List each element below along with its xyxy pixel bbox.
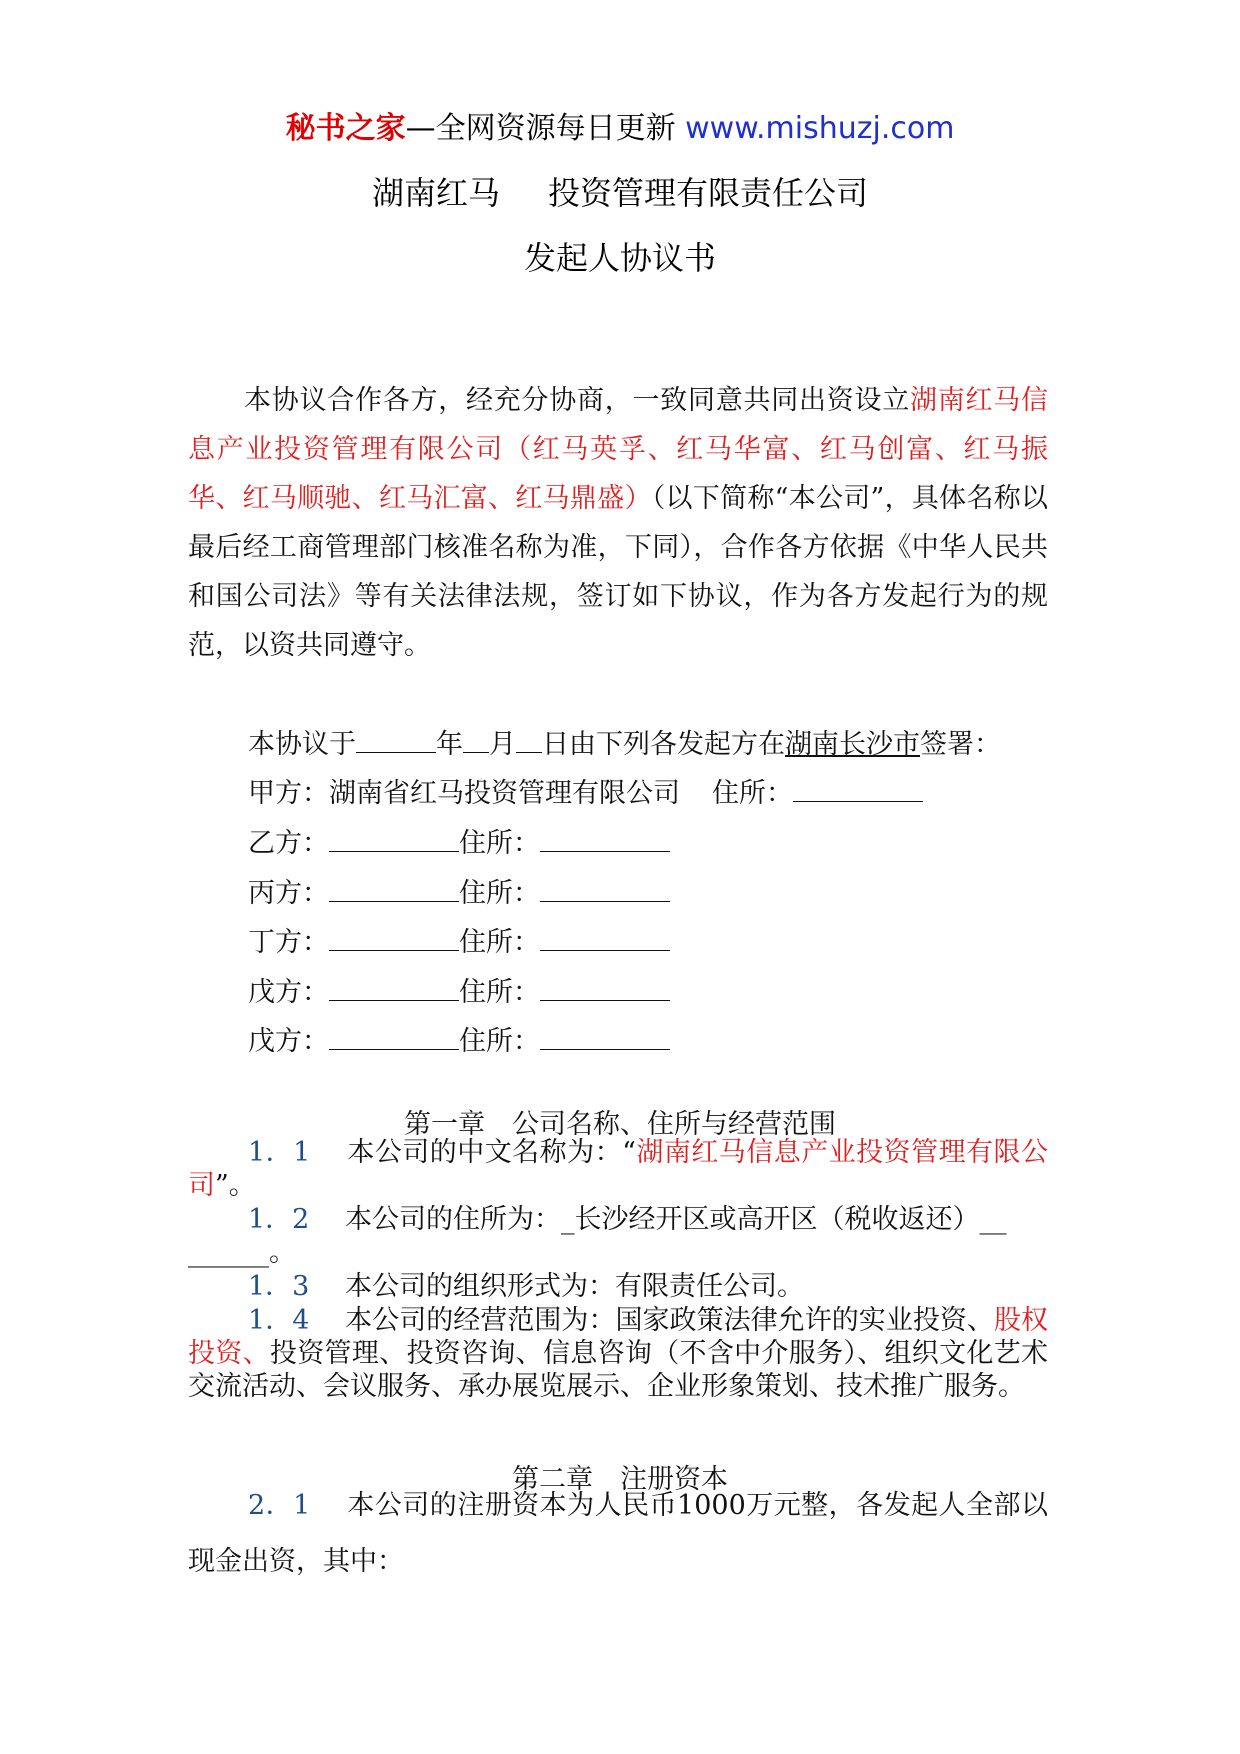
document-title [0, 168, 1240, 214]
equity-investment-highlight: 股权投资、 [188, 1305, 1049, 1369]
header-tagline: —全网资源每日更新 [405, 111, 686, 146]
address-blank[interactable] [540, 976, 670, 1001]
document-subtitle: 发起人协议书 [523, 239, 716, 277]
party-name: 湖南省红马投资管理有限公司 [329, 778, 680, 809]
article-1-1: 1．1 本公司的中文名称为：“湖南红马信息产业投资管理有限公司”。 [188, 1137, 1049, 1201]
title-part-a: 湖南红马 [371, 174, 500, 212]
party-name-blank[interactable] [329, 926, 459, 951]
article-1-2: 1．2 本公司的住所为：_长沙经开区或高开区（税收返还）__ ______。 [188, 1204, 1007, 1268]
address-blank[interactable] [540, 827, 670, 852]
party-row: 戊方： 住所： [248, 1024, 670, 1060]
party-row: 甲方：湖南省红马投资管理有限公司 住所： [248, 776, 923, 812]
year-blank[interactable] [356, 728, 436, 753]
party-name-blank[interactable] [329, 976, 459, 1001]
party-row: 乙方： 住所： [248, 826, 670, 862]
chapter-2-heading: 第二章 注册资本 [512, 1464, 728, 1495]
article-2-1: 2．1 本公司的注册资本为人民币1000万元整，各发起人全部以现金出资，其中： [188, 1490, 1048, 1577]
company-name-highlight: 湖南红马信息产业投资管理有限公司（红马英孚、红马华富、红马创富、红马振华、红马顺驰、红马汇富、红马鼎盛） [188, 385, 1048, 514]
signing-line: 本协议于 年 月 日由下列各发起方在湖南长沙市签署： [248, 729, 1001, 760]
party-name-blank[interactable] [329, 827, 459, 852]
address-blank[interactable] [540, 926, 670, 951]
site-url-link[interactable]: www.mishuzj.com [685, 111, 955, 146]
site-header [0, 103, 1240, 147]
address-blank[interactable] [540, 877, 670, 902]
party-row: 丁方： 住所： [248, 925, 670, 961]
address-blank[interactable] [540, 1025, 670, 1050]
brand-name: 秘书之家 [285, 111, 406, 146]
title-part-b: 投资管理有限责任公司 [548, 174, 869, 212]
address-blank[interactable] [793, 777, 923, 802]
party-row: 丙方： 住所： [248, 876, 670, 912]
month-blank[interactable] [463, 728, 489, 753]
party-name-blank[interactable] [329, 1025, 459, 1050]
article-1-3: 1．3 本公司的组织形式为：有限责任公司。 [248, 1271, 804, 1302]
signing-place: 湖南长沙市 [785, 729, 920, 760]
chapter-1-heading: 第一章 公司名称、住所与经营范围 [404, 1109, 836, 1140]
party-name-blank[interactable] [329, 877, 459, 902]
day-blank[interactable] [516, 728, 542, 753]
party-row: 戊方： 住所： [248, 975, 670, 1011]
preamble-paragraph: 本协议合作各方，经充分协商，一致同意共同出资设立湖南红马信息产业投资管理有限公司（红马英孚、红马华富、红马创富、红马振华、红马顺驰、红马汇富、红马鼎盛）（以下简称“本公司”，具体名称以最后经工商管理部门核准名称为准，下同），合作各方依据《中华人民共和国公司法》等有关法律法规，签订如下协议，作为各方发起行为的规范，以资共同遵守。 [188, 385, 1049, 661]
chinese-name-highlight: 湖南红马信息产业投资管理有限公司 [188, 1137, 1049, 1201]
article-1-4: 1．4 本公司的经营范围为：国家政策法律允许的实业投资、股权投资、投资管理、投资咨询、信息咨询（不含中介服务）、组织文化艺术交流活动、会议服务、承办展览展示、企业形象策划、技术推广服务。 [188, 1305, 1049, 1402]
